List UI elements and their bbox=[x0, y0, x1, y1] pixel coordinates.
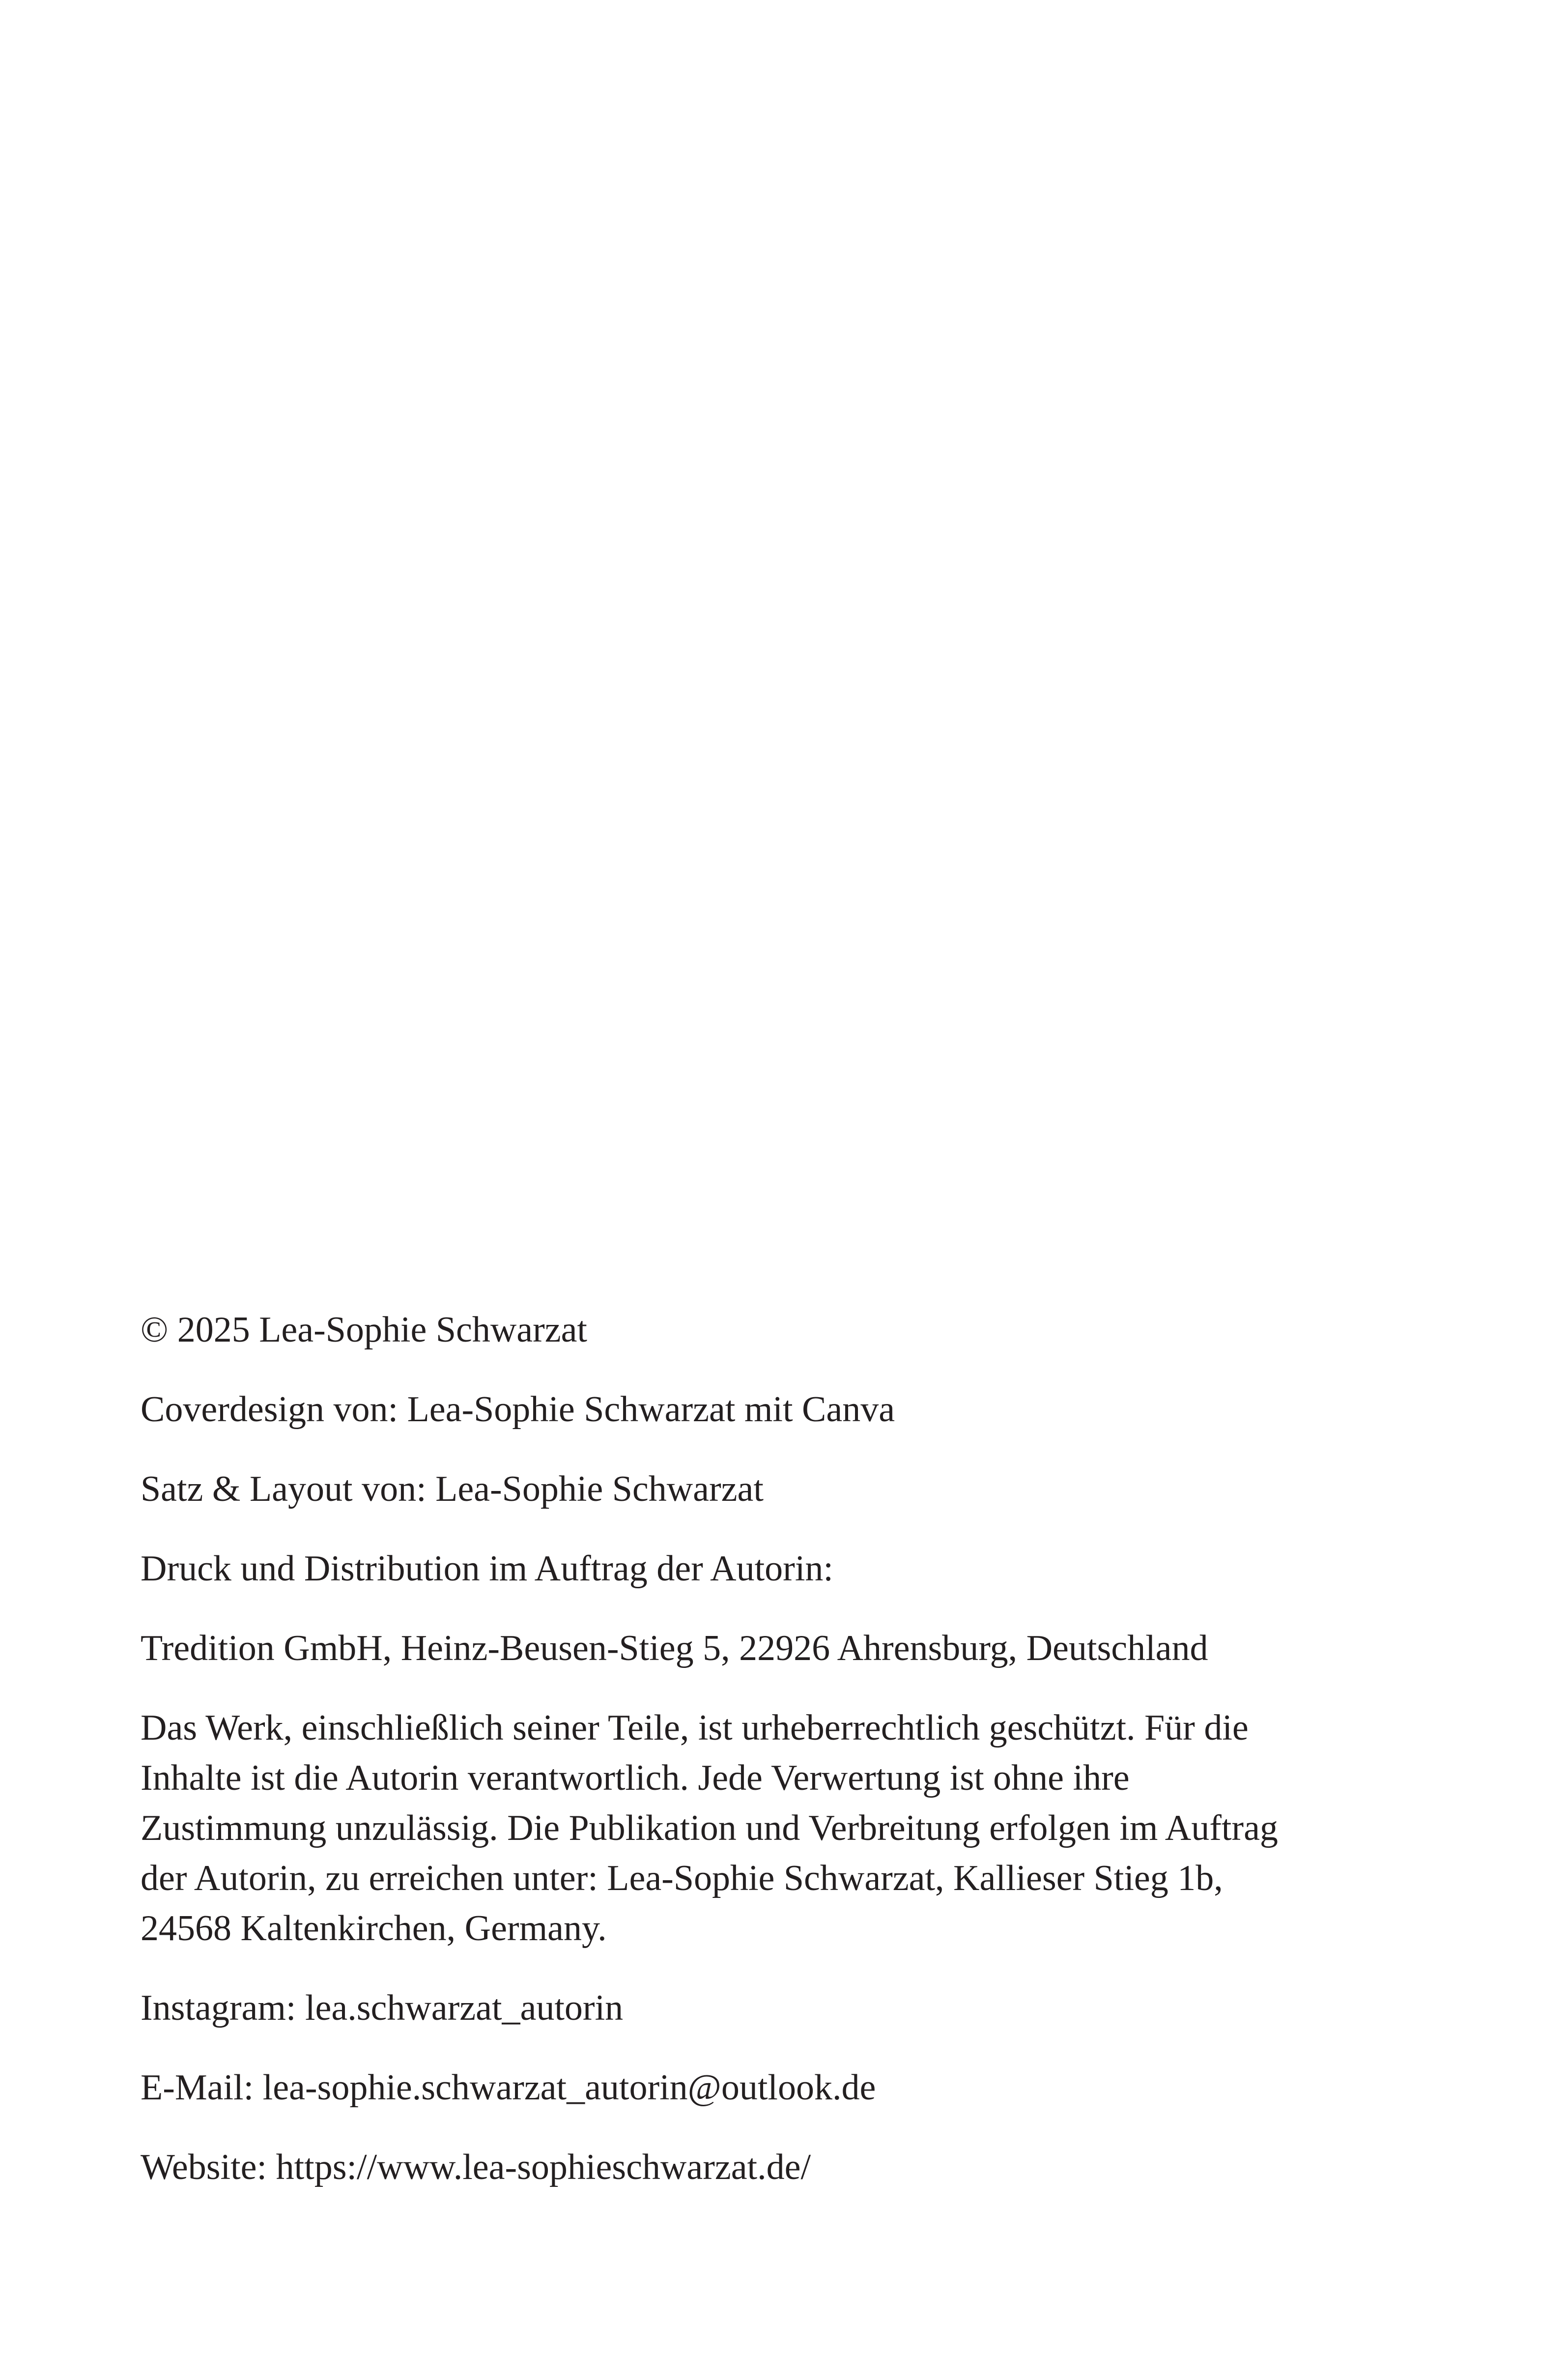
website-line: Website: https://www.lea-sophieschwarzat.de/ bbox=[141, 2147, 811, 2187]
legal-notice-line: Das Werk, einschließlich seiner Teile, ist urheberrechtlich geschützt. Für die bbox=[141, 1708, 1249, 1748]
imprint-block bbox=[141, 1305, 1359, 2222]
legal-notice-line: Inhalte ist die Autorin verantwortlich. Jede Verwertung ist ohne ihre bbox=[141, 1758, 1130, 1798]
copyright-line: © 2025 Lea-Sophie Schwarzat bbox=[141, 1310, 587, 1350]
publisher-address-line: Tredition GmbH, Heinz-Beusen-Stieg 5, 22926 Ahrensburg, Deutschland bbox=[141, 1628, 1208, 1668]
instagram-line: Instagram: lea.schwarzat_autorin bbox=[141, 1988, 624, 2028]
typesetting-line: Satz & Layout von: Lea-Sophie Schwarzat bbox=[141, 1469, 764, 1509]
cover-design-line: Coverdesign von: Lea-Sophie Schwarzat mit Canva bbox=[141, 1389, 895, 1430]
legal-notice-line: Zustimmung unzulässig. Die Publikation und Verbreitung erfolgen im Auftrag bbox=[141, 1808, 1278, 1848]
email-line: E-Mail: lea-sophie.schwarzat_autorin@outlook.de bbox=[141, 2067, 876, 2108]
distribution-line: Druck und Distribution im Auftrag der Autorin: bbox=[141, 1548, 833, 1589]
legal-notice-line: 24568 Kaltenkirchen, Germany. bbox=[141, 1908, 607, 1949]
legal-notice-line: der Autorin, zu erreichen unter: Lea-Sophie Schwarzat, Kallieser Stieg 1b, bbox=[141, 1858, 1223, 1898]
legal-notice bbox=[141, 1703, 1359, 1953]
